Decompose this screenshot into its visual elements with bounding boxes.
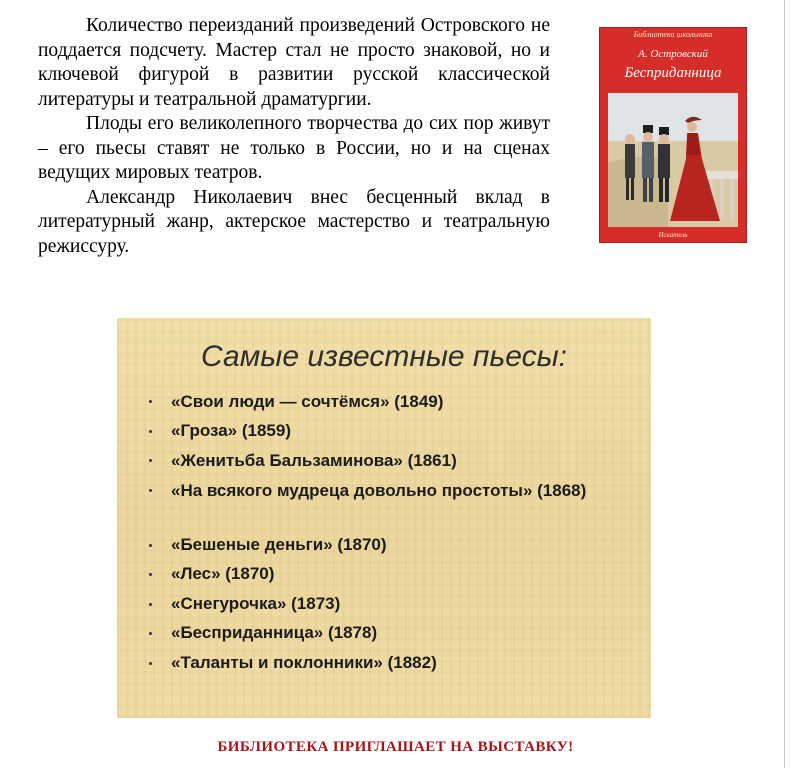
- bullet-icon: [149, 573, 152, 576]
- bullet-icon: [149, 430, 152, 433]
- book-title-label: Бесприданница: [624, 65, 722, 81]
- bullet-icon: [149, 459, 152, 462]
- paragraph-reprints: Количество переизданий произведений Островского не поддается подсчету. Мастер стал не просто знаковой, но и ключевой фигурой в развитии русской классической литературы и театральной драматургии.: [38, 15, 550, 110]
- book-cover-illustration: [608, 93, 738, 227]
- play-title: «На всякого мудреца довольно простоты» (1868): [171, 481, 587, 500]
- article-text: [38, 14, 550, 259]
- play-title: «Снегурочка» (1873): [171, 594, 341, 613]
- play-title: «Лес» (1870): [171, 564, 275, 583]
- bullet-icon: [149, 489, 152, 492]
- play-title: «Свои люди — сочтёмся» (1849): [171, 392, 444, 411]
- bullet-icon: [149, 662, 152, 665]
- famous-plays-slide: [117, 318, 651, 718]
- book-series-label: Библиотека школьника: [633, 30, 713, 39]
- book-cover-image: [599, 27, 747, 243]
- plays-heading: Самые известные пьесы:: [201, 340, 567, 373]
- bullet-icon: [149, 544, 152, 547]
- exhibition-invitation: БИБЛИОТЕКА ПРИГЛАШАЕТ НА ВЫСТАВКУ!: [217, 739, 574, 755]
- paragraph-contribution: Александр Николаевич внес бесценный вклад в литературный жанр, актерское мастерство и театральную режиссуру.: [38, 186, 550, 257]
- bullet-icon: [149, 400, 152, 403]
- plays-list: [117, 318, 651, 718]
- bullet-icon: [149, 603, 152, 606]
- book-author-label: А. Островский: [638, 48, 708, 60]
- book-publisher-label: Искатель: [658, 231, 688, 239]
- play-title: «Таланты и поклонники» (1882): [171, 653, 437, 672]
- page-edge-divider: [784, 0, 785, 768]
- paragraph-legacy: Плоды его великолепного творчества до сих пор живут – его пьесы ставят не только в России, но и на сценах ведущих мировых театров.: [38, 113, 550, 183]
- play-title: «Гроза» (1859): [171, 421, 291, 440]
- bullet-icon: [149, 632, 152, 635]
- play-title: «Бешеные деньги» (1870): [171, 535, 387, 554]
- play-title: «Бесприданница» (1878): [171, 623, 378, 642]
- play-title: «Женитьба Бальзаминова» (1861): [171, 451, 457, 470]
